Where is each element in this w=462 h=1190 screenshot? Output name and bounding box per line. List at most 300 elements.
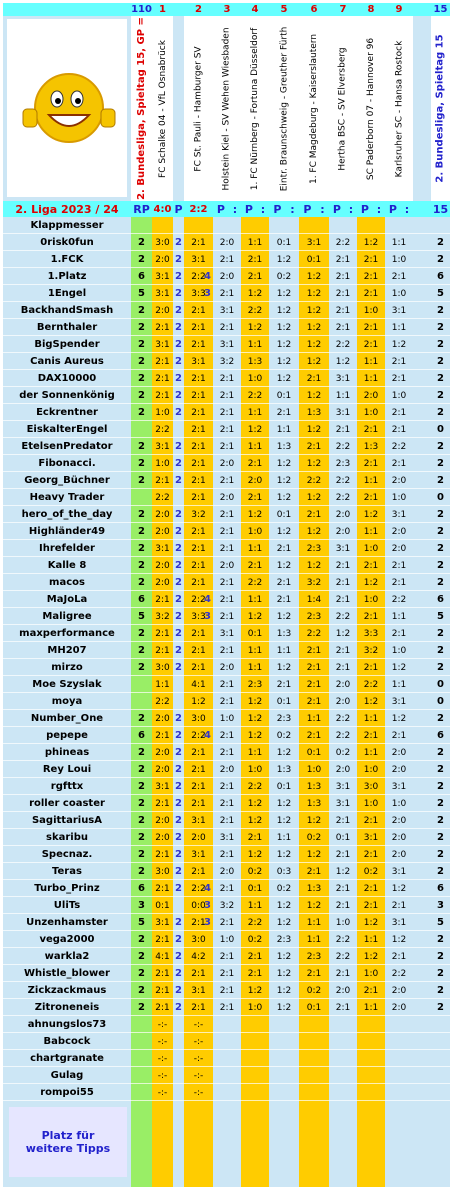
points-1 bbox=[173, 761, 184, 778]
tip-text: 2:1 bbox=[219, 917, 235, 928]
tip-cell bbox=[152, 302, 173, 319]
tip-text: 2:1 bbox=[306, 968, 322, 979]
p-separator: : bbox=[348, 202, 354, 216]
tip-text: 0:1 bbox=[276, 390, 292, 401]
match-number-text: 3 bbox=[223, 4, 231, 15]
total-points-text: 0 bbox=[437, 492, 444, 503]
points-1-text: 2 bbox=[175, 407, 182, 418]
tip-text: 2:1 bbox=[219, 1002, 235, 1013]
points-2 bbox=[202, 846, 213, 863]
tip-text: 2:1 bbox=[191, 407, 206, 418]
spieltag-number-text: 15 bbox=[433, 4, 448, 15]
tip-text: 3:1 bbox=[335, 543, 351, 554]
tip-text: 1:1 bbox=[247, 594, 263, 605]
total-points-text: 2 bbox=[437, 747, 444, 758]
points-1 bbox=[173, 931, 184, 948]
tip-cell bbox=[329, 336, 357, 353]
tip-cell bbox=[152, 336, 173, 353]
tip-text: 2:1 bbox=[191, 866, 206, 877]
tip-cell bbox=[329, 1067, 357, 1084]
player-name bbox=[3, 404, 131, 421]
tip-cell bbox=[213, 540, 241, 557]
tip-text: 2:1 bbox=[306, 730, 322, 741]
total-points-text: 2 bbox=[437, 577, 444, 588]
points-1 bbox=[173, 608, 184, 625]
player-name-text: warkla2 bbox=[44, 951, 90, 962]
total-points bbox=[431, 268, 450, 285]
tip-cell bbox=[329, 489, 357, 506]
player-rp-text: 6 bbox=[138, 271, 145, 282]
tip-cell bbox=[241, 693, 269, 710]
match-number-text: 7 bbox=[339, 4, 347, 15]
player-name-text: Bernthaler bbox=[36, 322, 98, 333]
match-label-text: Eintr. Braunschweig - Greuther Fürth bbox=[279, 26, 290, 191]
tip-text: 2:1 bbox=[219, 373, 235, 384]
tip-cell bbox=[299, 1016, 329, 1033]
tip-text: 2:1 bbox=[247, 968, 263, 979]
tip-cell bbox=[241, 540, 269, 557]
tip-cell bbox=[357, 1033, 385, 1050]
points-2 bbox=[202, 761, 213, 778]
points-1 bbox=[173, 268, 184, 285]
tip-cell bbox=[299, 659, 329, 676]
tip-text: 2:0 bbox=[219, 271, 235, 282]
tip-cell bbox=[357, 812, 385, 829]
tip-cell bbox=[385, 404, 413, 421]
tip-text: 1:1 bbox=[363, 373, 379, 384]
tip-text: 1:2 bbox=[276, 526, 292, 537]
tip-text: 2:1 bbox=[191, 662, 206, 673]
tip-cell bbox=[213, 693, 241, 710]
player-rp bbox=[131, 472, 152, 489]
tip-cell bbox=[385, 693, 413, 710]
tip-cell bbox=[213, 625, 241, 642]
match-number-4 bbox=[241, 3, 269, 16]
tip-cell bbox=[152, 761, 173, 778]
tip-text: 4:1 bbox=[155, 951, 170, 962]
player-name bbox=[3, 319, 131, 336]
tip-cell bbox=[299, 812, 329, 829]
tip-text: 1:2 bbox=[306, 305, 322, 316]
player-rp bbox=[131, 574, 152, 591]
tip-cell bbox=[152, 1067, 173, 1084]
player-rp bbox=[131, 387, 152, 404]
tip-cell bbox=[213, 897, 241, 914]
tip-text: 1:2 bbox=[306, 424, 322, 435]
tip-text: 1:2 bbox=[363, 696, 379, 707]
tip-cell bbox=[357, 319, 385, 336]
player-name-text: der Sonnenkönig bbox=[19, 390, 115, 401]
points-2 bbox=[202, 421, 213, 438]
tip-cell bbox=[241, 880, 269, 897]
player-rp-text: 5 bbox=[138, 611, 145, 622]
tip-text: 1:1 bbox=[306, 713, 322, 724]
tip-cell bbox=[152, 1084, 173, 1101]
points-2 bbox=[202, 982, 213, 999]
points-2 bbox=[202, 234, 213, 251]
tip-text: 3:1 bbox=[391, 509, 407, 520]
player-rp bbox=[131, 761, 152, 778]
tip-text: 2:1 bbox=[191, 747, 206, 758]
player-name-text: Zitroneneis bbox=[34, 1002, 100, 1013]
tip-cell bbox=[329, 387, 357, 404]
player-name bbox=[3, 625, 131, 642]
tip-cell bbox=[241, 710, 269, 727]
tip-cell bbox=[357, 693, 385, 710]
tip-cell bbox=[213, 421, 241, 438]
tip-cell bbox=[269, 608, 299, 625]
tip-cell bbox=[213, 642, 241, 659]
tip-cell bbox=[357, 574, 385, 591]
tip-text: 2:1 bbox=[363, 560, 379, 571]
points-1-text: 2 bbox=[175, 798, 182, 809]
tip-cell bbox=[385, 302, 413, 319]
points-2 bbox=[202, 778, 213, 795]
tip-text: 1:3 bbox=[276, 628, 292, 639]
tip-cell bbox=[357, 795, 385, 812]
player-name bbox=[3, 438, 131, 455]
tip-cell bbox=[269, 421, 299, 438]
tip-cell bbox=[152, 863, 173, 880]
tip-cell bbox=[241, 914, 269, 931]
tip-cell bbox=[299, 251, 329, 268]
tip-cell bbox=[213, 999, 241, 1016]
tip-text: 2:2 bbox=[391, 594, 407, 605]
player-rp bbox=[131, 931, 152, 948]
tip-cell bbox=[152, 931, 173, 948]
points-2 bbox=[202, 965, 213, 982]
tip-text: 2:0 bbox=[391, 1002, 407, 1013]
tip-cell bbox=[357, 744, 385, 761]
tip-cell bbox=[385, 795, 413, 812]
tip-cell bbox=[329, 557, 357, 574]
tip-cell bbox=[213, 438, 241, 455]
tip-text: -:- bbox=[193, 1019, 204, 1030]
tip-text: 2:2 bbox=[363, 679, 379, 690]
points-1-text: 2 bbox=[175, 883, 182, 894]
tip-text: 2:1 bbox=[191, 798, 206, 809]
tip-cell bbox=[241, 608, 269, 625]
player-rp-text: 2 bbox=[138, 254, 145, 265]
tip-text: 3:1 bbox=[155, 917, 170, 928]
tip-text: 1:1 bbox=[306, 917, 322, 928]
points-1 bbox=[173, 591, 184, 608]
player-name-text: Rey Loui bbox=[42, 764, 92, 775]
tip-text: 1:3 bbox=[306, 781, 322, 792]
tip-cell bbox=[385, 217, 413, 234]
tip-cell bbox=[241, 489, 269, 506]
player-rp-text: 2 bbox=[138, 968, 145, 979]
p-separator: : bbox=[404, 202, 410, 216]
player-rp-text: 2 bbox=[138, 373, 145, 384]
tip-cell bbox=[269, 591, 299, 608]
total-points-text: 2 bbox=[437, 1002, 444, 1013]
tip-cell bbox=[299, 370, 329, 387]
tip-cell bbox=[152, 625, 173, 642]
tip-text: 0:2 bbox=[306, 985, 322, 996]
points-1-text: 2 bbox=[175, 356, 182, 367]
rp-header bbox=[131, 201, 152, 217]
tip-cell bbox=[241, 302, 269, 319]
player-name-text: Klappmesser bbox=[30, 220, 104, 231]
match-label-8 bbox=[357, 16, 385, 201]
tip-cell bbox=[241, 472, 269, 489]
tip-text: 3:1 bbox=[391, 696, 407, 707]
player-rp bbox=[131, 965, 152, 982]
player-name bbox=[3, 642, 131, 659]
tip-cell bbox=[385, 438, 413, 455]
tip-text: 2:1 bbox=[335, 594, 351, 605]
points-2 bbox=[202, 880, 213, 897]
player-name bbox=[3, 1016, 131, 1033]
tip-text: 1:2 bbox=[276, 917, 292, 928]
total-points-text: 0 bbox=[437, 679, 444, 690]
total-points bbox=[431, 727, 450, 744]
tip-text: 2:1 bbox=[191, 968, 206, 979]
tip-text: 1:2 bbox=[391, 713, 407, 724]
p-header-col bbox=[299, 201, 329, 217]
tip-text: 1:0 bbox=[363, 798, 379, 809]
total-points-text: 2 bbox=[437, 356, 444, 367]
tip-cell bbox=[152, 642, 173, 659]
tip-cell bbox=[299, 982, 329, 999]
total-points bbox=[431, 234, 450, 251]
tip-text: 1:2 bbox=[276, 798, 292, 809]
total-points bbox=[431, 404, 450, 421]
points-2 bbox=[202, 540, 213, 557]
player-name bbox=[3, 608, 131, 625]
tip-text: 1:3 bbox=[306, 798, 322, 809]
player-name bbox=[3, 421, 131, 438]
tip-text: 1:2 bbox=[306, 271, 322, 282]
tip-text: 1:0 bbox=[363, 594, 379, 605]
tip-cell bbox=[385, 897, 413, 914]
tip-text: 1:0 bbox=[391, 645, 407, 656]
player-name bbox=[3, 285, 131, 302]
tip-cell bbox=[269, 676, 299, 693]
tip-text: 2:1 bbox=[306, 866, 322, 877]
tip-text: 2:1 bbox=[219, 985, 235, 996]
tip-text: 2:1 bbox=[219, 407, 235, 418]
tip-cell bbox=[385, 948, 413, 965]
points-1 bbox=[173, 506, 184, 523]
points-2 bbox=[202, 659, 213, 676]
tip-cell bbox=[269, 251, 299, 268]
tip-cell bbox=[241, 285, 269, 302]
result-2 bbox=[184, 201, 213, 217]
tip-cell bbox=[329, 302, 357, 319]
p-label: P bbox=[332, 202, 341, 216]
footer-line-2: weitere Tipps bbox=[25, 1142, 111, 1155]
points-2 bbox=[202, 472, 213, 489]
tip-text: 2:2 bbox=[335, 339, 351, 350]
points-1 bbox=[173, 965, 184, 982]
tip-text: 1:2 bbox=[276, 951, 292, 962]
tip-text: 1:1 bbox=[247, 441, 263, 452]
tip-cell bbox=[213, 353, 241, 370]
tip-text: 2:1 bbox=[247, 951, 263, 962]
tip-text: 1:1 bbox=[363, 475, 379, 486]
tip-text: 2:1 bbox=[391, 900, 407, 911]
points-1 bbox=[173, 234, 184, 251]
points-1 bbox=[173, 778, 184, 795]
player-rp-text: 2 bbox=[138, 390, 145, 401]
tip-text: 1:2 bbox=[306, 339, 322, 350]
tip-text: 2:1 bbox=[247, 560, 263, 571]
tip-text: 2:1 bbox=[155, 985, 170, 996]
tip-text: 0:1 bbox=[276, 696, 292, 707]
tip-text: 2:1 bbox=[191, 237, 206, 248]
tip-text: 1:1 bbox=[276, 424, 292, 435]
points-2 bbox=[202, 1016, 213, 1033]
total-points bbox=[431, 795, 450, 812]
tip-cell bbox=[357, 710, 385, 727]
points-2-text: 4 bbox=[204, 271, 211, 282]
tip-text: 0:1 bbox=[306, 747, 322, 758]
player-name-text: Ihrefelder bbox=[39, 543, 95, 554]
points-2 bbox=[202, 387, 213, 404]
tip-text: 2:1 bbox=[335, 577, 351, 588]
points-1 bbox=[173, 438, 184, 455]
tip-cell bbox=[213, 965, 241, 982]
tip-text: 0:1 bbox=[247, 628, 263, 639]
tip-text: 0:1 bbox=[247, 883, 263, 894]
tip-cell bbox=[152, 914, 173, 931]
match-number-8 bbox=[357, 3, 385, 16]
player-rp-text: 2 bbox=[138, 747, 145, 758]
points-2-text: 3 bbox=[204, 288, 211, 299]
tip-text: -:- bbox=[193, 1036, 204, 1047]
tip-text: 2:0 bbox=[191, 832, 206, 843]
tip-text: 0:2 bbox=[247, 934, 263, 945]
match-label-text: 1. FC Nürnberg - Fortuna Düsseldorf bbox=[250, 27, 261, 190]
tip-text: 2:1 bbox=[363, 900, 379, 911]
tip-text: 0:2 bbox=[306, 832, 322, 843]
points-2 bbox=[202, 608, 213, 625]
tip-text: 1:0 bbox=[247, 1002, 263, 1013]
tip-cell bbox=[213, 727, 241, 744]
points-1-text: 2 bbox=[175, 543, 182, 554]
player-rp-text: 2 bbox=[138, 934, 145, 945]
tip-cell bbox=[152, 404, 173, 421]
match-number-text: 9 bbox=[395, 4, 403, 15]
points-2 bbox=[202, 404, 213, 421]
tip-text: 2:0 bbox=[391, 747, 407, 758]
tip-text: 2:2 bbox=[155, 492, 170, 503]
points-1-text: 2 bbox=[175, 322, 182, 333]
tip-text: 2:1 bbox=[335, 322, 351, 333]
points-2 bbox=[202, 268, 213, 285]
points-1-text: 2 bbox=[175, 951, 182, 962]
points-1 bbox=[173, 1050, 184, 1067]
points-2 bbox=[202, 591, 213, 608]
points-1 bbox=[173, 1084, 184, 1101]
tip-cell bbox=[299, 727, 329, 744]
tip-cell bbox=[329, 1033, 357, 1050]
player-name-text: EiskalterEngel bbox=[26, 424, 108, 435]
tip-text: 2:1 bbox=[191, 458, 206, 469]
points-1 bbox=[173, 659, 184, 676]
tip-text: 2:1 bbox=[306, 645, 322, 656]
player-name bbox=[3, 217, 131, 234]
player-name bbox=[3, 523, 131, 540]
tip-cell bbox=[241, 982, 269, 999]
tip-text: 2:1 bbox=[363, 730, 379, 741]
tip-text: 3:2 bbox=[219, 900, 235, 911]
tip-cell bbox=[357, 676, 385, 693]
match-label-text: SC Paderborn 07 - Hannover 96 bbox=[366, 37, 377, 180]
tip-text: 1:3 bbox=[247, 356, 263, 367]
tip-text: 1:2 bbox=[276, 747, 292, 758]
tip-text: 1:2 bbox=[247, 815, 263, 826]
total-points-text: 2 bbox=[437, 475, 444, 486]
total-points-text: 2 bbox=[437, 985, 444, 996]
match-number-5 bbox=[269, 3, 299, 16]
tip-cell bbox=[329, 642, 357, 659]
tip-cell bbox=[269, 557, 299, 574]
player-rp-text: 6 bbox=[138, 594, 145, 605]
tip-text: 1:3 bbox=[276, 441, 292, 452]
tip-cell bbox=[299, 404, 329, 421]
tip-cell bbox=[299, 897, 329, 914]
tip-cell bbox=[241, 829, 269, 846]
points-1 bbox=[173, 948, 184, 965]
tip-cell bbox=[299, 438, 329, 455]
player-rp bbox=[131, 336, 152, 353]
points-1-text: 2 bbox=[175, 458, 182, 469]
player-name-text: Heavy Trader bbox=[29, 492, 105, 503]
tip-cell bbox=[269, 846, 299, 863]
tip-cell bbox=[152, 812, 173, 829]
total-points bbox=[431, 965, 450, 982]
tip-cell bbox=[213, 812, 241, 829]
tip-text: 2:1 bbox=[219, 526, 235, 537]
tip-cell bbox=[213, 574, 241, 591]
p-label: P bbox=[303, 202, 312, 216]
player-name bbox=[3, 455, 131, 472]
total-points bbox=[431, 846, 450, 863]
tip-text: 2:1 bbox=[363, 458, 379, 469]
p-label: P bbox=[388, 202, 397, 216]
tip-cell bbox=[329, 795, 357, 812]
tip-text: 1:2 bbox=[247, 849, 263, 860]
tip-cell bbox=[269, 268, 299, 285]
tip-text: 2:1 bbox=[247, 254, 263, 265]
tip-text: -:- bbox=[157, 1019, 168, 1030]
tip-text: 1:2 bbox=[276, 373, 292, 384]
tip-cell bbox=[357, 625, 385, 642]
tip-cell bbox=[385, 353, 413, 370]
tip-cell bbox=[385, 659, 413, 676]
tip-text: 2:1 bbox=[335, 900, 351, 911]
tip-text: 2:1 bbox=[335, 305, 351, 316]
points-2 bbox=[202, 795, 213, 812]
player-name-text: Zickzackmaus bbox=[27, 985, 107, 996]
tip-text: 1:0 bbox=[363, 968, 379, 979]
tip-text: 2:1 bbox=[335, 424, 351, 435]
tip-text: 2:0 bbox=[155, 560, 170, 571]
tip-cell bbox=[152, 982, 173, 999]
player-rp bbox=[131, 999, 152, 1016]
tip-text: 2:1 bbox=[276, 594, 292, 605]
tip-text: 2:0 bbox=[155, 254, 170, 265]
tip-table bbox=[3, 3, 450, 1187]
tip-cell bbox=[299, 319, 329, 336]
total-points bbox=[431, 812, 450, 829]
total-points bbox=[431, 897, 450, 914]
points-2 bbox=[202, 812, 213, 829]
tip-text: 2:1 bbox=[191, 560, 206, 571]
